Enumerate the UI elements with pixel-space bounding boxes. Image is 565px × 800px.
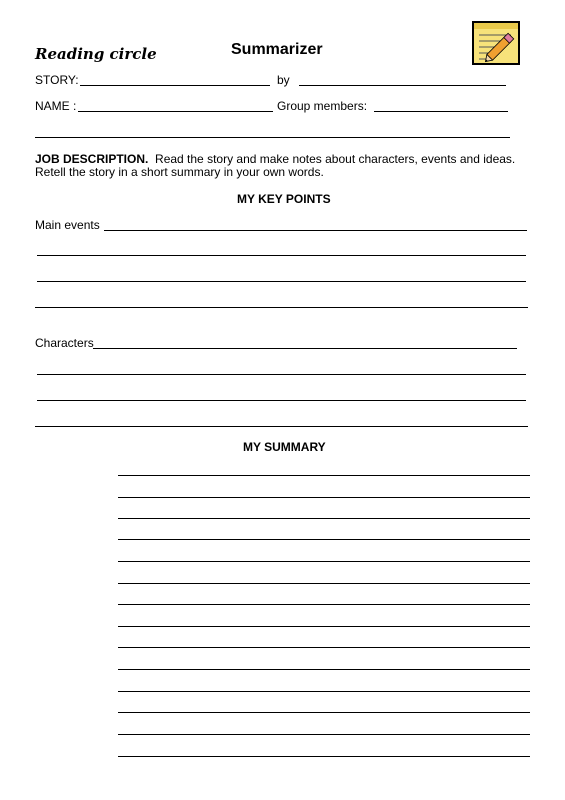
group-members-label: Group members: <box>277 99 368 113</box>
name-field-line[interactable] <box>78 111 273 112</box>
summary-line[interactable] <box>118 734 530 735</box>
summary-line[interactable] <box>118 561 530 562</box>
summary-line[interactable] <box>118 518 530 519</box>
summary-line[interactable] <box>118 497 530 498</box>
group-members-field-line[interactable] <box>374 111 508 112</box>
main-events-line[interactable] <box>104 230 527 231</box>
main-events-label: Main events <box>35 218 100 232</box>
main-events-line[interactable] <box>37 255 526 256</box>
summary-line[interactable] <box>118 475 530 476</box>
characters-line[interactable] <box>35 426 528 427</box>
summary-line[interactable] <box>118 583 530 584</box>
characters-line[interactable] <box>37 374 526 375</box>
summary-line[interactable] <box>118 669 530 670</box>
summary-heading: MY SUMMARY <box>243 440 326 454</box>
main-events-line[interactable] <box>35 307 528 308</box>
story-field-line[interactable] <box>80 85 270 86</box>
page-title: Summarizer <box>231 41 323 58</box>
job-description-label: JOB DESCRIPTION. <box>35 152 149 166</box>
summary-line[interactable] <box>118 539 530 540</box>
summary-line[interactable] <box>118 756 530 757</box>
name-label: NAME : <box>35 99 77 113</box>
by-label: by <box>277 73 290 87</box>
characters-label: Characters <box>35 336 94 350</box>
summary-line[interactable] <box>118 712 530 713</box>
story-label: STORY: <box>35 73 79 87</box>
notepad-pencil-icon <box>471 20 521 66</box>
characters-line[interactable] <box>37 400 526 401</box>
summary-line[interactable] <box>118 604 530 605</box>
summary-line[interactable] <box>118 626 530 627</box>
author-field-line[interactable] <box>299 85 506 86</box>
main-events-line[interactable] <box>37 281 526 282</box>
key-points-heading: MY KEY POINTS <box>237 192 331 206</box>
job-description <box>35 153 535 179</box>
characters-line[interactable] <box>93 348 517 349</box>
summary-line[interactable] <box>118 647 530 648</box>
extra-line[interactable] <box>35 137 510 138</box>
brand-title: Reading circle <box>35 45 157 63</box>
summary-line[interactable] <box>118 691 530 692</box>
job-description-text: Read the story and make notes about characters, events and ideas. Retell the story in a short summary in your own words. <box>35 152 516 179</box>
